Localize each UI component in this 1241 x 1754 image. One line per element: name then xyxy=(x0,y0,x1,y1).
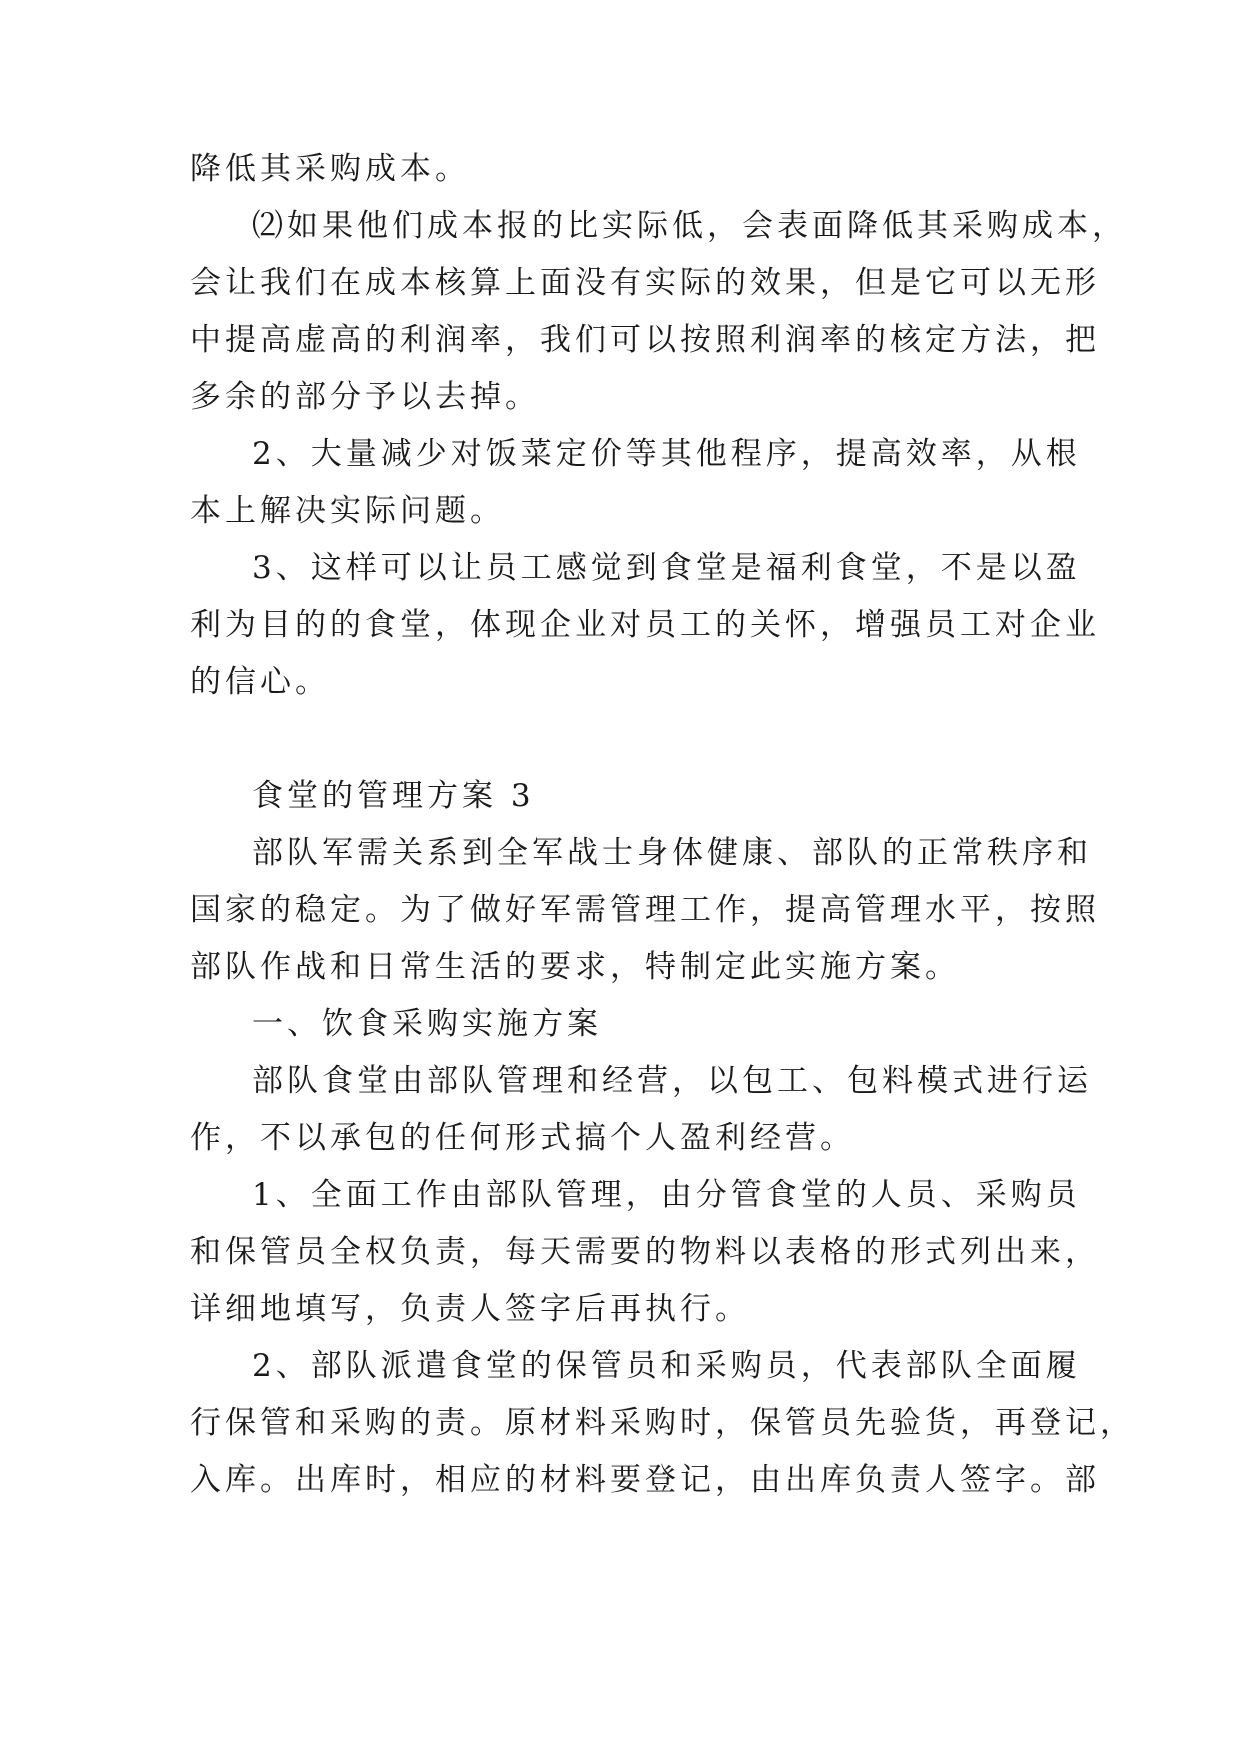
text-line: 中提高虚高的利润率，我们可以按照利润率的核定方法，把 xyxy=(190,322,1100,358)
text-line: 3、这样可以让员工感觉到食堂是福利食堂，不是以盈 xyxy=(252,550,1081,586)
text-line: 部队军需关系到全军战士身体健康、部队的正常秩序和 xyxy=(252,835,1092,871)
text-line: 作，不以承包的任何形式搞个人盈利经营。 xyxy=(190,1120,855,1156)
text-line: 和保管员全权负责，每天需要的物料以表格的形式列出来， xyxy=(190,1234,1100,1270)
text-line: 部队作战和日常生活的要求，特制定此实施方案。 xyxy=(190,949,960,985)
text-line: 详细地填写，负责人签字后再执行。 xyxy=(190,1291,750,1327)
text-line: 部队食堂由部队管理和经营，以包工、包料模式进行运 xyxy=(252,1063,1092,1099)
text-line: ⑵如果他们成本报的比实际低，会表面降低其采购成本， xyxy=(252,208,1127,244)
text-line: 降低其采购成本。 xyxy=(190,151,470,187)
section-heading: 食堂的管理方案 3 xyxy=(252,778,535,814)
text-line: 利为目的的食堂，体现企业对员工的关怀，增强员工对企业 xyxy=(190,607,1100,643)
text-line: 入库。出库时，相应的材料要登记，由出库负责人签字。部 xyxy=(190,1462,1100,1498)
text-line: 的信心。 xyxy=(190,664,330,700)
text-line: 多余的部分予以去掉。 xyxy=(190,379,540,415)
text-line: 2、部队派遣食堂的保管员和采购员，代表部队全面履 xyxy=(252,1348,1081,1384)
text-line: 2、大量减少对饭菜定价等其他程序，提高效率，从根 xyxy=(252,436,1081,472)
subsection-heading: 一、饮食采购实施方案 xyxy=(252,1006,602,1042)
text-line: 本上解决实际问题。 xyxy=(190,493,505,529)
text-line: 1、全面工作由部队管理，由分管食堂的人员、采购员 xyxy=(252,1177,1081,1213)
text-line: 会让我们在成本核算上面没有实际的效果，但是它可以无形 xyxy=(190,265,1100,301)
text-line: 行保管和采购的责。原材料采购时，保管员先验货，再登记， xyxy=(190,1405,1135,1441)
text-line: 国家的稳定。为了做好军需管理工作，提高管理水平，按照 xyxy=(190,892,1100,928)
